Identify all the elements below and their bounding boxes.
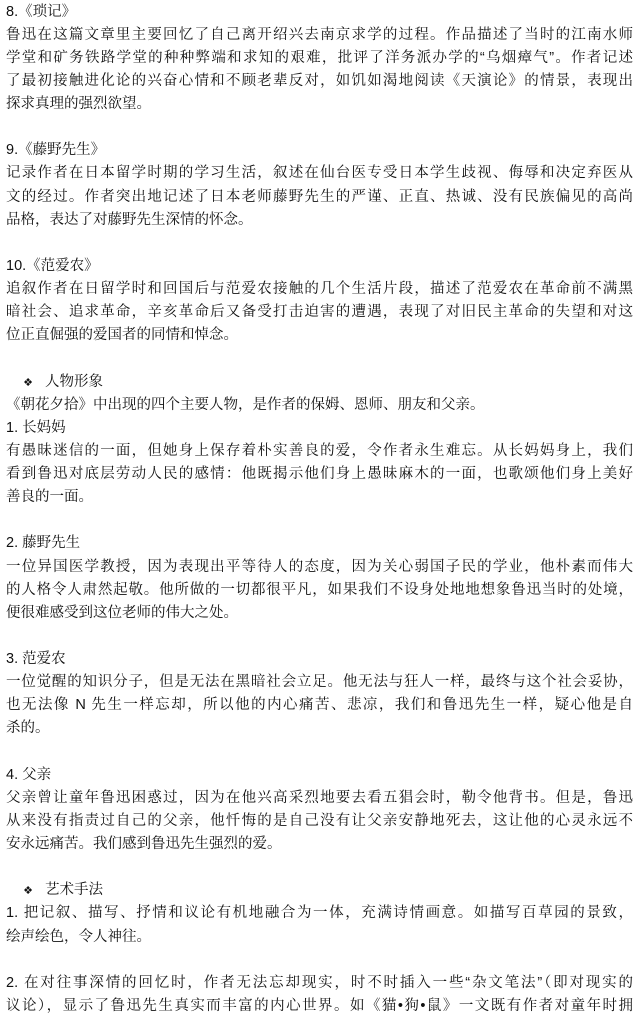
text-line: 品格，表达了对藤野先生深情的怀念。 <box>6 211 253 228</box>
techniques-heading-text: 艺术手法 <box>45 882 103 899</box>
character-heading: 4. 父亲 <box>6 766 52 783</box>
text-line: 绘声绘色，令人神往。 <box>6 928 151 945</box>
characters-heading <box>6 371 633 394</box>
text-line: 2. 在对往事深情的回忆时，作者无法忘却现实，时不时插入一些“杂文笔法”（即对现实的 <box>6 974 633 991</box>
text-line: 暗社会、追求革命，辛亥革命后又备受打击迫害的遭遇，表现了对旧民主革命的失望和对这 <box>6 304 633 321</box>
text-line: 的人格令人肃然起敬。他所做的一切都很平凡，如果我们不设身处地地想象鲁迅当时的处境， <box>6 581 633 598</box>
techniques-section <box>6 879 633 1018</box>
character-item <box>6 417 633 510</box>
text-line: 也无法像 N 先生一样忘却，所以他的内心痛苦、悲凉，我们和鲁迅先生一样，疑心他是自 <box>6 697 633 714</box>
text-line: 看到鲁迅对底层劳动人民的感情：他既揭示他们身上愚昧麻木的一面，也歌颂他们身上美好 <box>6 466 633 482</box>
text-line: 记录作者在日本留学时期的学习生活，叙述在仙台医专受日本学生歧视、侮辱和决定弃医从 <box>6 165 633 182</box>
text-line: 便很难感受到这位老师的伟大之处。 <box>6 604 238 621</box>
text-line: 善良的一面。 <box>6 489 93 506</box>
work-section <box>6 139 633 232</box>
technique-item <box>6 972 633 1018</box>
text-line: 鲁迅在这篇文章里主要回忆了自己离开绍兴去南京求学的过程。作品描述了当时的江南水师 <box>6 26 633 43</box>
text-line: 位正直倔强的爱国者的同情和悼念。 <box>6 327 238 344</box>
characters-heading-text: 人物形象 <box>45 373 103 390</box>
work-section <box>6 1 633 117</box>
characters-section <box>6 371 633 857</box>
diamond-bullet-icon: ❖ <box>23 884 33 898</box>
text-line: 父亲曾让童年鲁迅困惑过，因为在他兴高采烈地要去看五猖会时，勒令他背书。但是，鲁迅 <box>6 789 633 806</box>
diamond-bullet-icon: ❖ <box>23 375 33 389</box>
text-line: 追叙作者在日留学时和回国后与范爱农接触的几个生活片段，描述了范爱农在革命前不满黑 <box>6 281 633 297</box>
text-line: 从来没有指责过自己的父亲，他忏悔的是自己没有让父亲安静地死去，这让他的心灵永远不 <box>6 812 633 829</box>
work-heading: 9.《藤野先生》 <box>6 142 106 159</box>
text-line: 学堂和矿务铁路学堂的种种弊端和求知的艰难，批评了洋务派办学的“乌烟瘴气”。作者记述 <box>6 49 633 66</box>
techniques-heading <box>6 879 633 902</box>
work-heading: 8.《琐记》 <box>6 3 77 20</box>
work-section <box>6 255 633 348</box>
text-line: 安永远痛苦。我们感到鲁迅先生强烈的爱。 <box>6 836 282 852</box>
characters-intro: 《朝花夕拾》中出现的四个主要人物，是作者的保姆、恩师、朋友和父亲。 <box>6 396 485 413</box>
text-line: 探求真理的强烈欲望。 <box>6 96 151 112</box>
text-line: 杀的。 <box>6 720 50 737</box>
character-heading: 3. 范爱农 <box>6 651 66 667</box>
text-line: 议论），显示了鲁迅先生真实而丰富的内心世界。如《猫•狗•鼠》一文既有作者对童年时拥 <box>6 997 633 1014</box>
character-heading: 1. 长妈妈 <box>6 419 66 436</box>
character-heading: 2. 藤野先生 <box>6 535 81 552</box>
text-line: 有愚昧迷信的一面，但她身上保存着朴实善良的爱，令作者永生难忘。从长妈妈身上，我们 <box>6 442 633 459</box>
character-item <box>6 764 633 857</box>
text-line: 1. 把记叙、描写、抒情和议论有机地融合为一体，充满诗情画意。如描写百草园的景致， <box>6 905 633 922</box>
text-line: 一位觉醒的知识分子，但是无法在黑暗社会立足。他无法与狂人一样，最终与这个社会妥协， <box>6 674 633 691</box>
character-item <box>6 648 633 741</box>
technique-item <box>6 902 633 948</box>
text-line: 了最初接触进化论的兴奋心情和不顾老辈反对，如饥如渴地阅读《天演论》的情景，表现出 <box>6 72 633 89</box>
text-line: 文的经过。作者突出地记述了日本老师藤野先生的严谨、正直、热诚、没有民族偏见的高尚 <box>6 188 633 205</box>
text-line: 一位异国医学教授，因为表现出平等待人的态度，因为关心弱国子民的学业，他朴素而伟大 <box>6 558 633 575</box>
work-heading: 10.《范爱农》 <box>6 257 99 274</box>
character-item <box>6 532 633 625</box>
